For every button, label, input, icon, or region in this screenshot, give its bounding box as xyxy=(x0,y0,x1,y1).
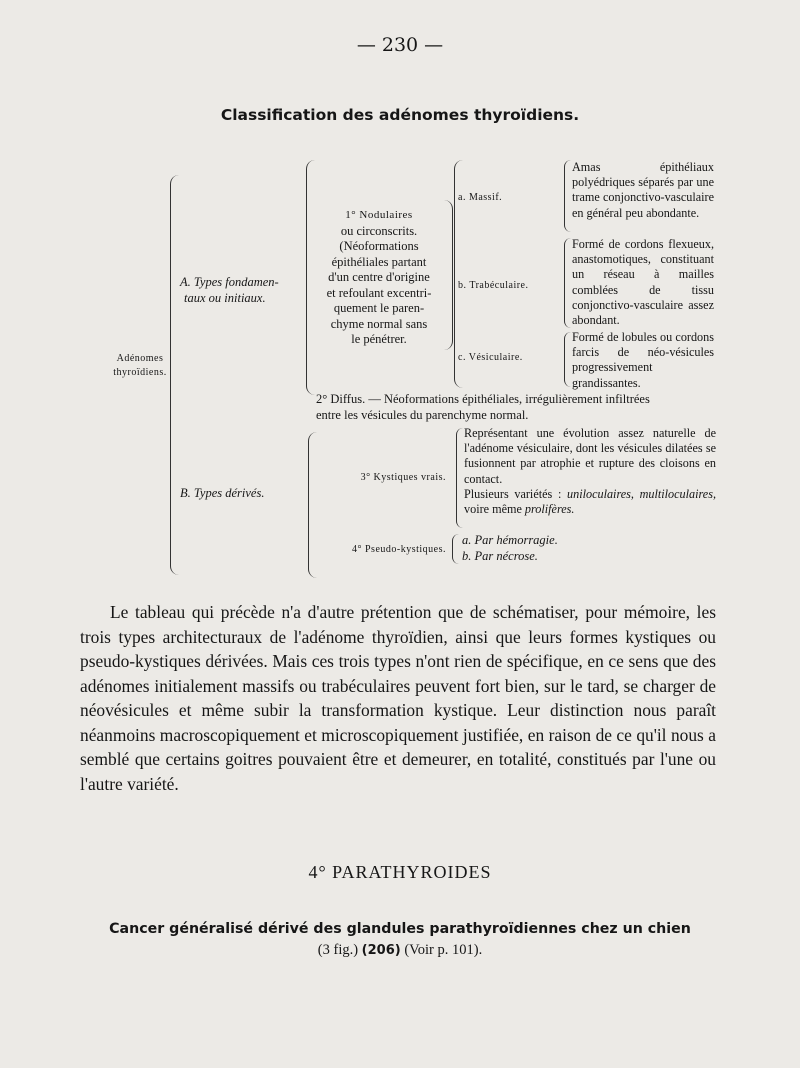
pseudo-brace xyxy=(452,534,459,564)
pseudo-item-b: b. Par nécrose. xyxy=(462,548,538,563)
massif-description: Amas épithéliaux polyédriques séparés par une trame conjonctivo-vasculaire en général peu abondante. xyxy=(572,160,714,220)
kystiques-label: 3° Kystiques vrais. xyxy=(360,472,446,483)
case-title: Cancer généralisé dérivé des glandules parathyroïdiennes chez un chien xyxy=(109,921,691,937)
section-heading: 4° PARATHYROIDES xyxy=(308,862,492,882)
kystiques-brace xyxy=(456,428,463,528)
nodulaires-line: le pénétrer. xyxy=(351,332,407,346)
diffus-line2: entre les vésicules du parenchyme normal. xyxy=(316,407,529,422)
nodulaires-line: et refoulant excentri- xyxy=(326,285,432,300)
case-reference xyxy=(0,942,800,959)
group-a-line2: taux ou initiaux. xyxy=(184,290,266,305)
trabeculaire-label: b. Trabéculaire. xyxy=(458,280,529,291)
root-brace xyxy=(170,175,179,575)
kystiques-desc-text: Représentant une évolution assez naturelle de l'adénome vésiculaire, dont les vésicules dilatées se fusionnent par atrophie et rupture des cloisons en contact. xyxy=(464,426,716,486)
nodulaires-line: quement le paren- xyxy=(333,301,425,315)
group-b-label: B. Types dérivés. xyxy=(180,486,265,500)
root-label-line2: thyroïdiens. xyxy=(113,367,167,378)
diffus-line1: 2° Diffus. — Néoformations épithéliales, irrégulièrement infiltrées xyxy=(316,392,650,406)
kystiques-varietes xyxy=(464,487,716,517)
pseudo-items xyxy=(462,533,662,564)
pseudo-item-a: a. Par hémorragie. xyxy=(462,533,558,547)
trabeculaire-brace xyxy=(564,238,571,328)
vesiculaire-brace xyxy=(564,332,571,387)
page-number: — 230 — xyxy=(356,34,444,56)
nodulaires-line: ou circonscrits. xyxy=(340,223,418,238)
group-a-label xyxy=(180,275,308,306)
trabeculaire-description: Formé de cordons flexueux, anastomotiques, constituant un réseau à mailles comblées de tissu conjonctivo-vasculaire assez abondant. xyxy=(572,237,714,328)
case-ref-number: (206) xyxy=(361,943,401,958)
massif-label: a. Massif. xyxy=(458,192,503,203)
group-a-line1: A. Types fondamen- xyxy=(180,275,279,289)
pseudo-label: 4° Pseudo-kystiques. xyxy=(352,544,446,555)
case-ref-see: (Voir p. 101). xyxy=(404,942,483,958)
nodulaires-line: d'un centre d'origine xyxy=(328,270,430,284)
varietes-mid: voire même xyxy=(464,502,525,517)
massif-brace xyxy=(564,160,571,232)
root-label-line1: Adénomes xyxy=(116,353,164,364)
varietes-prefix: Plusieurs variétés : xyxy=(464,486,568,501)
varietes-end: prolifères. xyxy=(524,502,575,517)
vesiculaire-description: Formé de lobules ou cordons farcis de néo-vésicules progressivement grandissantes. xyxy=(572,330,714,390)
nodulaires-line: chyme normal sans xyxy=(330,316,428,331)
vesiculaire-label: c. Vésiculaire. xyxy=(458,352,523,363)
nodulaires-line: (Néoformations xyxy=(339,239,419,253)
varietes-italic: uniloculaires, multiloculaires, xyxy=(567,486,716,501)
kystiques-description xyxy=(464,426,716,517)
nodulaires-brace xyxy=(444,200,453,350)
nodulaires-line: épithéliales partant xyxy=(331,254,427,269)
case-ref-fig: (3 fig.) xyxy=(317,942,359,958)
root-label xyxy=(104,352,176,380)
nodulaires-block xyxy=(308,208,450,348)
diffus-block xyxy=(316,392,736,423)
body-paragraph: Le tableau qui précède n'a d'autre prétention que de schématiser, pour mémoire, les trois types architecturaux de l'adénome thyroïdien, ainsi que leurs formes kystiques ou pseudo-kystiques dérivées. Mais ces trois types n'ont rien de spécifique, en ce sens que des adénomes initialement massifs ou trabéculaires peuvent fort bien, sur le tard, se charger de néovésicules et même subir la transformation kystique. Leur distinction nous paraît néanmoins macroscopiquement et microscopiquement justifiée, en raison de ce qu'il nous a semblé que certains goitres pouvaient être et demeurer, en totalité, constitués par l'une ou l'autre variété. xyxy=(80,602,716,794)
table-title: Classification des adénomes thyroïdiens. xyxy=(220,106,580,124)
nodulaires-title: 1° Nodulaires xyxy=(345,209,413,221)
